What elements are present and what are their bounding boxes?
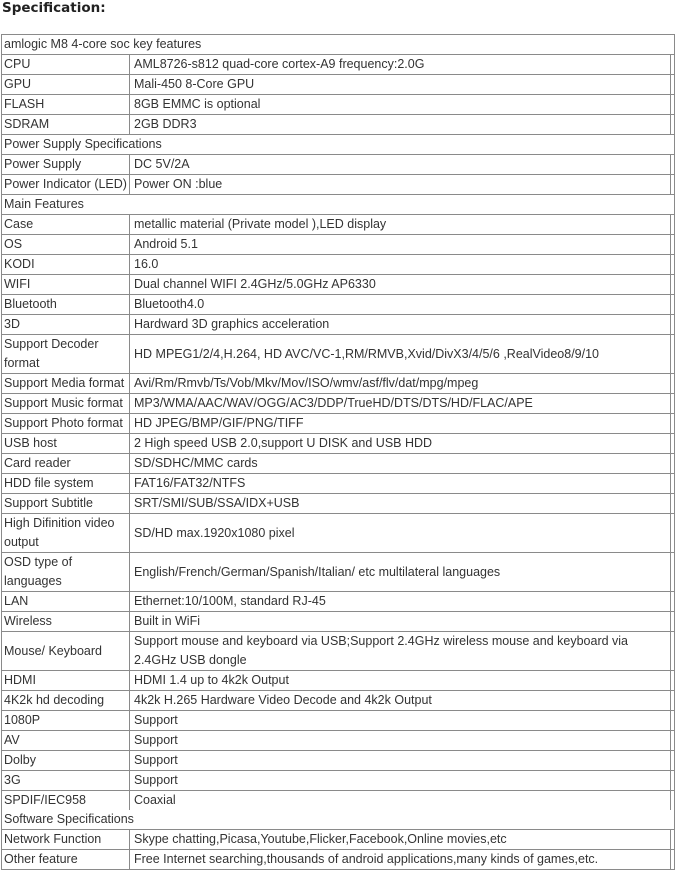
spec-row xyxy=(2,215,675,235)
spec-edge-cell xyxy=(671,671,675,691)
section-header-row xyxy=(2,810,675,830)
spec-row xyxy=(2,612,675,632)
spec-row xyxy=(2,115,675,135)
spec-label: Bluetooth xyxy=(2,295,130,315)
spec-row xyxy=(2,691,675,711)
section-header: Power Supply Specifications xyxy=(2,135,675,155)
spec-row xyxy=(2,791,675,811)
spec-label: Support Photo format xyxy=(2,414,130,434)
spec-value: 4k2k H.265 Hardware Video Decode and 4k2k Output xyxy=(130,691,671,711)
spec-value: 8GB EMMC is optional xyxy=(130,95,671,115)
spec-value: Support xyxy=(130,731,671,751)
spec-label: Support Music format xyxy=(2,394,130,414)
section-header: amlogic M8 4-core soc key features xyxy=(2,35,675,55)
spec-value: HD JPEG/BMP/GIF/PNG/TIFF xyxy=(130,414,671,434)
spec-value: Support xyxy=(130,771,671,791)
spec-edge-cell xyxy=(671,612,675,632)
spec-edge-cell xyxy=(671,95,675,115)
section-header: Software Specifications xyxy=(2,810,675,830)
spec-row xyxy=(2,771,675,791)
spec-label: GPU xyxy=(2,75,130,95)
spec-edge-cell xyxy=(671,850,675,870)
spec-value: AML8726-s812 quad-core cortex-A9 frequency:2.0G xyxy=(130,55,671,75)
spec-label: High Difinition video output xyxy=(2,514,130,553)
spec-edge-cell xyxy=(671,374,675,394)
spec-edge-cell xyxy=(671,474,675,494)
spec-value: Support xyxy=(130,711,671,731)
spec-value: 2 High speed USB 2.0,support U DISK and USB HDD xyxy=(130,434,671,454)
spec-edge-cell xyxy=(671,514,675,553)
spec-value: Hardward 3D graphics acceleration xyxy=(130,315,671,335)
spec-label: Power Supply xyxy=(2,155,130,175)
section-header-row xyxy=(2,195,675,215)
spec-edge-cell xyxy=(671,553,675,592)
spec-label: 3G xyxy=(2,771,130,791)
spec-row xyxy=(2,434,675,454)
spec-edge-cell xyxy=(671,830,675,850)
spec-label: OS xyxy=(2,235,130,255)
spec-edge-cell xyxy=(671,394,675,414)
spec-edge-cell xyxy=(671,335,675,374)
spec-edge-cell xyxy=(671,155,675,175)
spec-label: FLASH xyxy=(2,95,130,115)
spec-row xyxy=(2,55,675,75)
spec-value: 16.0 xyxy=(130,255,671,275)
spec-edge-cell xyxy=(671,275,675,295)
spec-value: MP3/WMA/AAC/WAV/OGG/AC3/DDP/TrueHD/DTS/DTS/HD/FLAC/APE xyxy=(130,394,671,414)
spec-value: FAT16/FAT32/NTFS xyxy=(130,474,671,494)
spec-label: HDMI xyxy=(2,671,130,691)
spec-value: 2GB DDR3 xyxy=(130,115,671,135)
spec-edge-cell xyxy=(671,295,675,315)
spec-row xyxy=(2,335,675,374)
spec-value: Dual channel WIFI 2.4GHz/5.0GHz AP6330 xyxy=(130,275,671,295)
section-header-row xyxy=(2,135,675,155)
spec-value: SD/HD max.1920x1080 pixel xyxy=(130,514,671,553)
spec-label: Card reader xyxy=(2,454,130,474)
spec-value: Power ON :blue xyxy=(130,175,671,195)
spec-edge-cell xyxy=(671,215,675,235)
spec-value: Avi/Rm/Rmvb/Ts/Vob/Mkv/Mov/ISO/wmv/asf/flv/dat/mpg/mpeg xyxy=(130,374,671,394)
spec-edge-cell xyxy=(671,494,675,514)
spec-edge-cell xyxy=(671,75,675,95)
spec-label: Support Media format xyxy=(2,374,130,394)
spec-label: WIFI xyxy=(2,275,130,295)
spec-value: DC 5V/2A xyxy=(130,155,671,175)
spec-edge-cell xyxy=(671,632,675,671)
spec-edge-cell xyxy=(671,691,675,711)
spec-label: Mouse/ Keyboard xyxy=(2,632,130,671)
spec-value: Mali-450 8-Core GPU xyxy=(130,75,671,95)
spec-edge-cell xyxy=(671,235,675,255)
spec-edge-cell xyxy=(671,115,675,135)
section-header-row xyxy=(2,35,675,55)
spec-row xyxy=(2,255,675,275)
spec-edge-cell xyxy=(671,592,675,612)
spec-row xyxy=(2,454,675,474)
spec-label: Dolby xyxy=(2,751,130,771)
spec-edge-cell xyxy=(671,315,675,335)
spec-label: Other feature xyxy=(2,850,130,870)
spec-label: SPDIF/IEC958 xyxy=(2,791,130,811)
spec-edge-cell xyxy=(671,751,675,771)
spec-row xyxy=(2,850,675,870)
spec-label: 3D xyxy=(2,315,130,335)
spec-value: SD/SDHC/MMC cards xyxy=(130,454,671,474)
spec-label: LAN xyxy=(2,592,130,612)
spec-label: KODI xyxy=(2,255,130,275)
spec-row xyxy=(2,315,675,335)
spec-value: Coaxial xyxy=(130,791,671,811)
spec-edge-cell xyxy=(671,175,675,195)
specification-table-body xyxy=(2,35,675,870)
spec-label: SDRAM xyxy=(2,115,130,135)
spec-row xyxy=(2,553,675,592)
spec-row xyxy=(2,155,675,175)
spec-value: HD MPEG1/2/4,H.264, HD AVC/VC-1,RM/RMVB,Xvid/DivX3/4/5/6 ,RealVideo8/9/10 xyxy=(130,335,671,374)
spec-row xyxy=(2,175,675,195)
spec-label: Support Subtitle xyxy=(2,494,130,514)
spec-value: Android 5.1 xyxy=(130,235,671,255)
spec-label: OSD type of languages xyxy=(2,553,130,592)
spec-value: Bluetooth4.0 xyxy=(130,295,671,315)
spec-row xyxy=(2,394,675,414)
spec-value: Support mouse and keyboard via USB;Support 2.4GHz wireless mouse and keyboard via 2.4GHz USB dongle xyxy=(130,632,671,671)
section-header: Main Features xyxy=(2,195,675,215)
spec-row xyxy=(2,275,675,295)
spec-row xyxy=(2,731,675,751)
spec-row xyxy=(2,414,675,434)
spec-label: Case xyxy=(2,215,130,235)
spec-value: SRT/SMI/SUB/SSA/IDX+USB xyxy=(130,494,671,514)
spec-value: Ethernet:10/100M, standard RJ-45 xyxy=(130,592,671,612)
spec-label: HDD file system xyxy=(2,474,130,494)
specification-table xyxy=(1,34,675,870)
spec-edge-cell xyxy=(671,771,675,791)
spec-row xyxy=(2,95,675,115)
spec-edge-cell xyxy=(671,791,675,811)
spec-row xyxy=(2,830,675,850)
spec-row xyxy=(2,75,675,95)
spec-label: 4K2k hd decoding xyxy=(2,691,130,711)
spec-row xyxy=(2,592,675,612)
spec-label: 1080P xyxy=(2,711,130,731)
spec-label: Power Indicator (LED) xyxy=(2,175,130,195)
spec-edge-cell xyxy=(671,731,675,751)
spec-row xyxy=(2,235,675,255)
spec-label: Support Decoder format xyxy=(2,335,130,374)
spec-edge-cell xyxy=(671,55,675,75)
spec-label: AV xyxy=(2,731,130,751)
spec-edge-cell xyxy=(671,454,675,474)
spec-value: HDMI 1.4 up to 4k2k Output xyxy=(130,671,671,691)
spec-row xyxy=(2,671,675,691)
spec-value: Support xyxy=(130,751,671,771)
spec-value: Free Internet searching,thousands of android applications,many kinds of games,etc. xyxy=(130,850,671,870)
spec-edge-cell xyxy=(671,255,675,275)
spec-row xyxy=(2,474,675,494)
spec-row xyxy=(2,632,675,671)
spec-row xyxy=(2,751,675,771)
spec-label: CPU xyxy=(2,55,130,75)
spec-row xyxy=(2,494,675,514)
spec-row xyxy=(2,711,675,731)
spec-value: English/French/German/Spanish/Italian/ etc multilateral languages xyxy=(130,553,671,592)
spec-value: metallic material (Private model ),LED display xyxy=(130,215,671,235)
spec-edge-cell xyxy=(671,414,675,434)
spec-row xyxy=(2,374,675,394)
spec-label: USB host xyxy=(2,434,130,454)
spec-value: Skype chatting,Picasa,Youtube,Flicker,Facebook,Online movies,etc xyxy=(130,830,671,850)
spec-row xyxy=(2,295,675,315)
spec-label: Wireless xyxy=(2,612,130,632)
spec-edge-cell xyxy=(671,711,675,731)
spec-edge-cell xyxy=(671,434,675,454)
spec-value: Built in WiFi xyxy=(130,612,671,632)
spec-label: Network Function xyxy=(2,830,130,850)
page-heading: Specification: xyxy=(2,0,106,16)
spec-row xyxy=(2,514,675,553)
